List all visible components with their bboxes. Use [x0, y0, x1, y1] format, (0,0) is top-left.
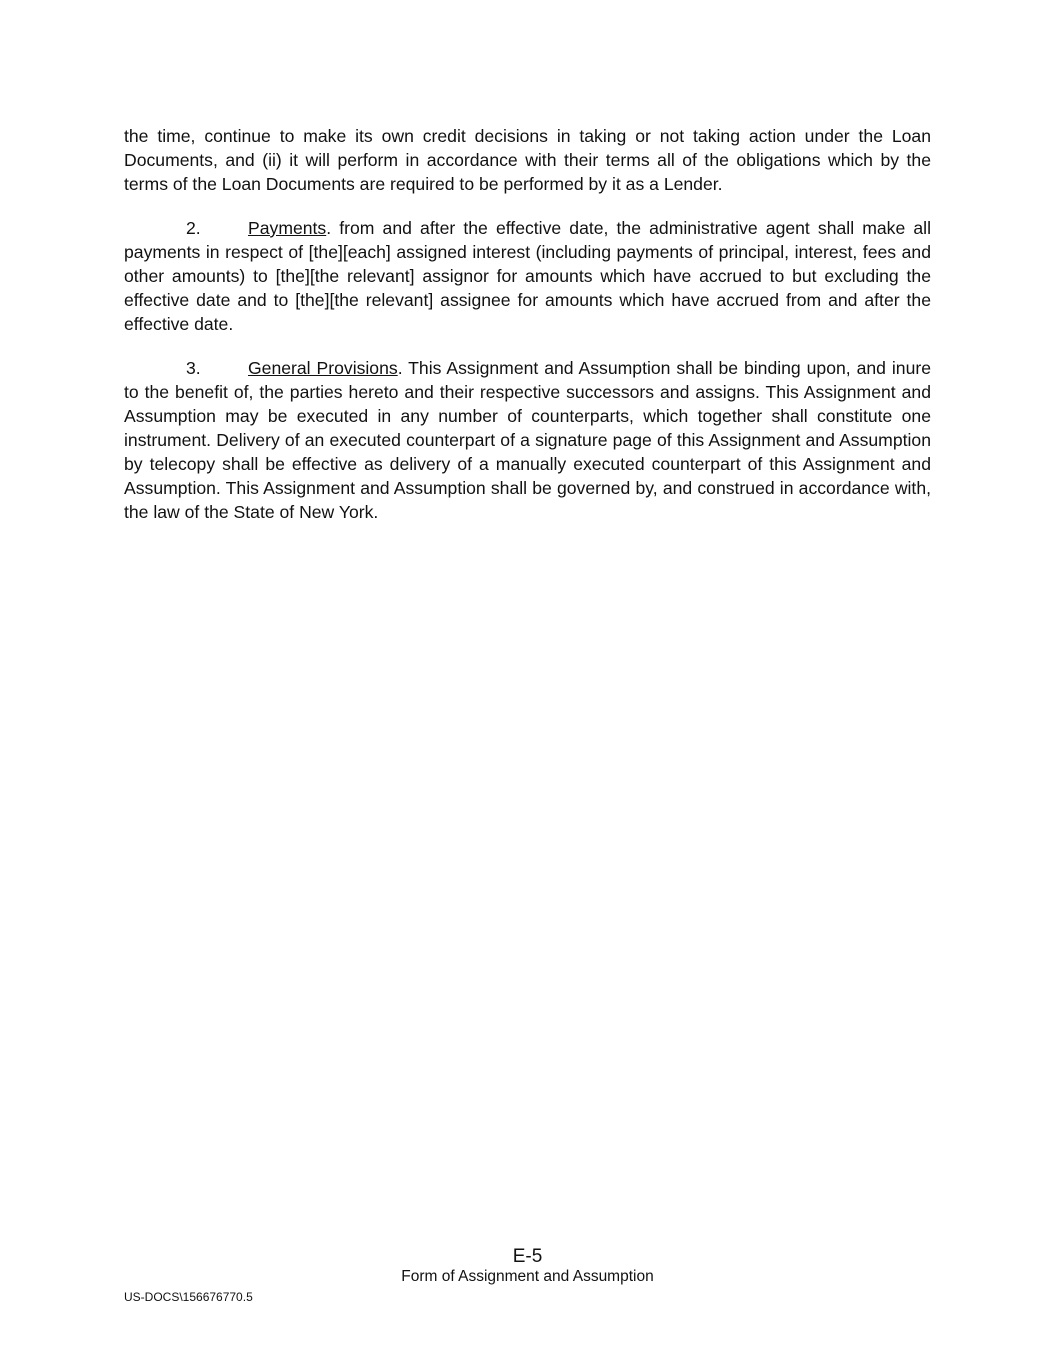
page-number: E-5 — [512, 1246, 543, 1267]
section-number: 3. — [186, 358, 201, 378]
section-heading-general-provisions: General Provisions — [248, 358, 398, 378]
section-body: . from and after the effective date, the administrative agent shall make all payments in respect of [the][each] assigned interest (including payments of principal, interest, fees and other amounts) to [the][the relevant] assignor for amounts which have accrued to but excluding the effective date and to [the][the relevant] assignee for amounts which have accrued from and after the effective date. — [124, 218, 931, 334]
section-number: 2. — [186, 218, 201, 238]
section-heading-payments: Payments — [248, 218, 327, 238]
paragraph-continuation — [124, 124, 931, 196]
paragraph-payments — [124, 216, 931, 336]
paragraph-general-provisions — [124, 356, 931, 524]
footer-title: Form of Assignment and Assumption — [401, 1268, 654, 1285]
paragraph-text: the time, continue to make its own credit decisions in taking or not taking action under the Loan Documents, and (ii) it will perform in accordance with their terms all of the obligations which by the terms of the Loan Documents are required to be performed by it as a Lender. — [124, 126, 931, 194]
document-id: US-DOCS\156676770.5 — [124, 1290, 253, 1304]
section-body: . This Assignment and Assumption shall be binding upon, and inure to the benefit of, the parties hereto and their respective successors and assigns. This Assignment and Assumption may be executed in any number of counterparts, which together shall constitute one instrument. Delivery of an executed counterpart of a signature page of this Assignment and Assumption by telecopy shall be effective as delivery of a manually executed counterpart of this Assignment and Assumption. This Assignment and Assumption shall be governed by, and construed in accordance with, the law of the State of New York. — [124, 358, 931, 522]
